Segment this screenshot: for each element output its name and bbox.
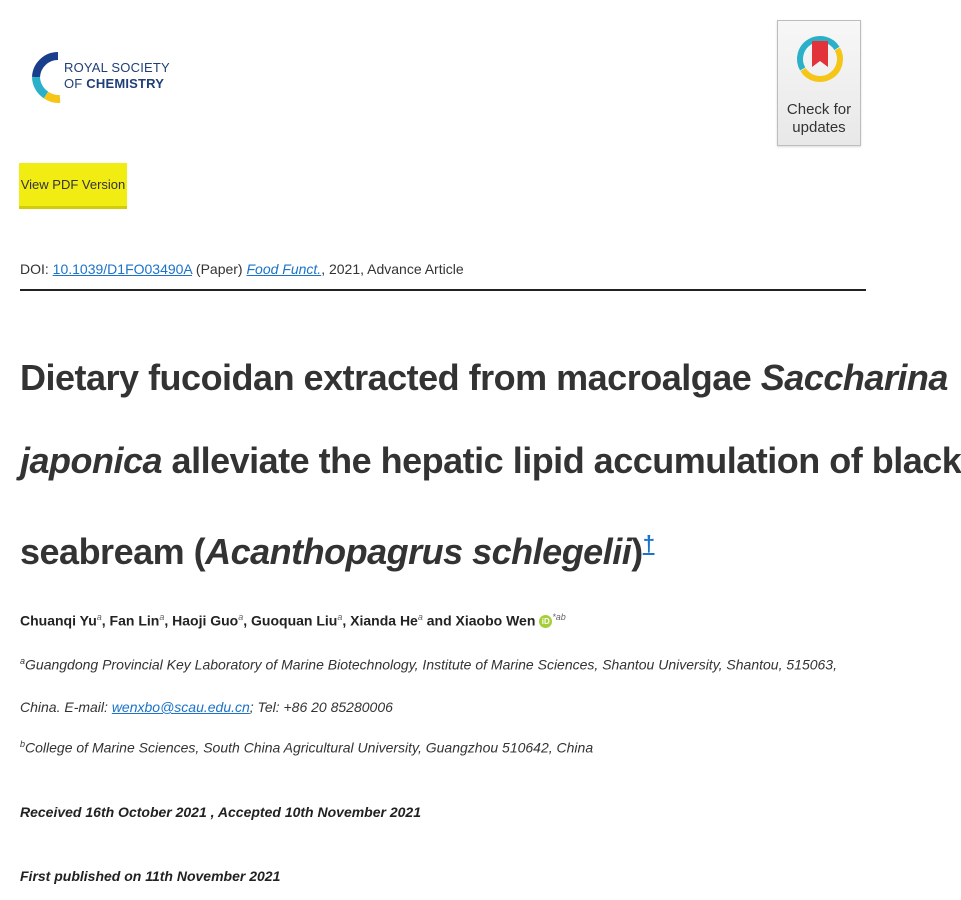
footnote-dagger-link[interactable]: † [642, 531, 655, 556]
doi-link[interactable]: 10.1039/D1FO03490A [52, 261, 193, 277]
divider [20, 289, 866, 291]
orcid-icon[interactable]: iD [539, 615, 552, 628]
doi-line: DOI: 10.1039/D1FO03490A (Paper) Food Funct., 2021, Advance Article [20, 261, 464, 277]
rsc-logo-icon [28, 48, 64, 106]
email-link[interactable]: wenxbo@scau.edu.cn [111, 699, 250, 715]
article-title: Dietary fucoidan extracted from macroalgae Saccharina japonica alleviate the hepatic lipid accumulation of black seabream (Acanthopagrus schlegelii)† [20, 357, 961, 572]
crossmark-icon [796, 29, 844, 93]
published-date: First published on 11th November 2021 [20, 868, 281, 884]
logo-text: ROYAL SOCIETY OF CHEMISTRY [64, 60, 170, 91]
received-accepted-dates: Received 16th October 2021 , Accepted 10th November 2021 [20, 804, 421, 820]
affiliation-a-contact: China. E-mail: wenxbo@scau.edu.cn; Tel: +86 20 85280006 [20, 699, 393, 715]
author-list: Chuanqi Yu$^a$, Fan Lin$^a$, Haoji Guo$^a$, Guoquan Liu$^a$, Xianda He$^a$ and Xiaobo Wen iD $^{*ab}$ [20, 612, 566, 629]
journal-link[interactable]: Food Funct. [246, 261, 322, 277]
rsc-logo[interactable] [28, 48, 178, 108]
affiliation-a: $^a$Guangdong Provincial Key Laboratory of Marine Biotechnology, Institute of Marine Sciences, Shantou University, Shantou, 515063, [20, 656, 837, 673]
view-pdf-button[interactable]: View PDF Version [19, 163, 127, 209]
check-for-updates-badge[interactable]: Check for updates [777, 20, 861, 146]
affiliation-b: $^b$College of Marine Sciences, South China Agricultural University, Guangzhou 510642, China [20, 739, 594, 756]
